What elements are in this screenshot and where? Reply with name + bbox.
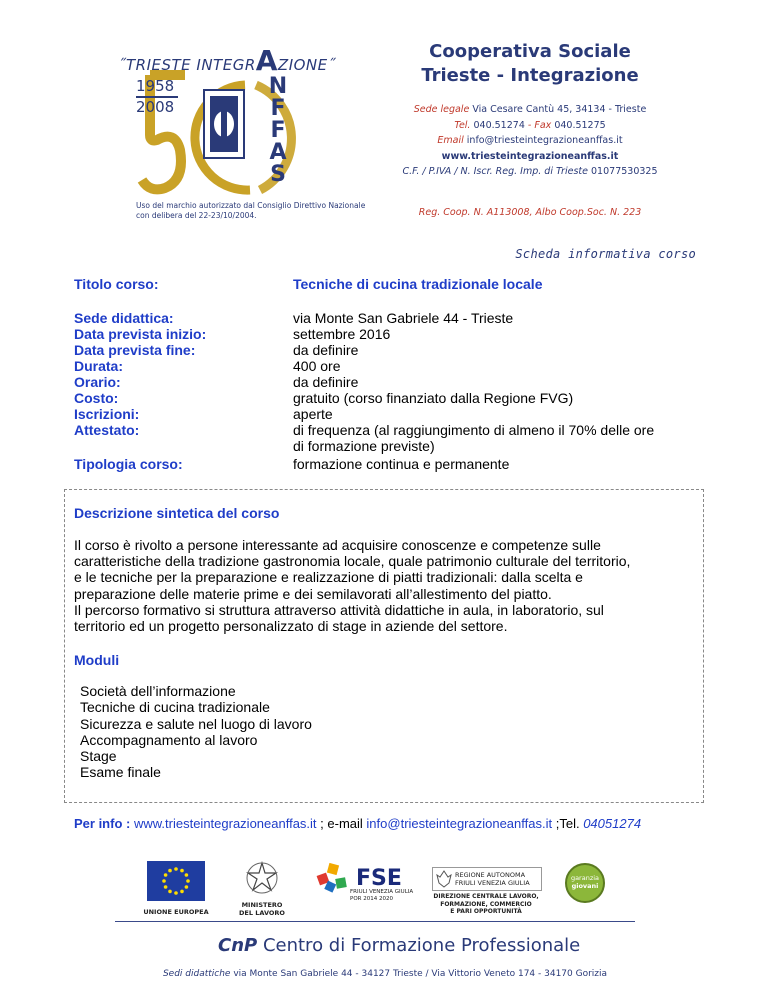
contact-email-link[interactable]: info@triesteintegrazioneanffas.it bbox=[366, 816, 553, 831]
contact-label: Per info : bbox=[74, 816, 131, 831]
module-item: Tecniche di cucina tradizionale bbox=[80, 699, 270, 716]
costo-value: gratuito (corso finanziato dalla Regione FVG) bbox=[293, 390, 574, 406]
tipologia-label: Tipologia corso: bbox=[74, 456, 183, 472]
eu-flag-icon bbox=[147, 861, 205, 901]
module-item: Esame finale bbox=[80, 764, 161, 781]
contact-line: Per info : www.triesteintegrazioneanffas.it ; e-mail info@triesteintegrazioneanffas.it ;Tel. 04051274 bbox=[74, 816, 642, 831]
scheda-label: Scheda informativa corso bbox=[515, 247, 696, 261]
logo-years: 1958 2008 bbox=[136, 78, 178, 116]
cfp-title: CnP Centro di Formazione Professionale bbox=[218, 935, 581, 956]
orario-value: da definire bbox=[293, 374, 359, 390]
description-line: Il percorso formativo si struttura attraverso attività didattiche in aula, in laboratorio, sul bbox=[74, 601, 604, 618]
module-item: Sicurezza e salute nel luogo di lavoro bbox=[80, 715, 312, 732]
sede-label: Sede didattica: bbox=[74, 310, 174, 326]
description-line: e le tecniche per la preparazione e realizzazione di piatti tradizionali: dalla scelta e bbox=[74, 569, 583, 586]
module-item: Stage bbox=[80, 748, 117, 765]
ministero-label: MINISTERO DEL LAVORO bbox=[239, 901, 285, 917]
description-text bbox=[74, 537, 696, 634]
description-line: territorio ed un progetto personalizzato di stage in aziende del settore. bbox=[74, 618, 508, 635]
fse-sub: FRIULI VENEZIA GIULIA POR 2014 2020 bbox=[350, 889, 414, 902]
eu-stars-icon bbox=[147, 861, 205, 901]
inizio-value: settembre 2016 bbox=[293, 326, 391, 342]
contact-phone: 04051274 bbox=[583, 816, 642, 831]
attestato-value-2: di formazione previste) bbox=[293, 438, 435, 454]
italian-emblem-icon bbox=[245, 861, 279, 902]
coop-registration: Reg. Coop. N. A113008, Albo Coop.Soc. N. 223 bbox=[418, 207, 642, 218]
attestato-label: Attestato: bbox=[74, 422, 140, 438]
header-email-link[interactable]: info@triesteintegrazioneanffas.it bbox=[466, 135, 623, 146]
module-item: Accompagnamento al lavoro bbox=[80, 731, 258, 748]
iscrizioni-value: aperte bbox=[293, 406, 333, 422]
coop-info: Sede legale Via Cesare Cantù 45, 34134 - Trieste Tel. 040.51274 - Fax 040.51275 Email info@triesteintegrazioneanffas.it www.triesteintegrazioneanffas.it C.F. / P.IVA / N. Iscr. Reg. Imp. di Trieste 01077530325 bbox=[370, 102, 690, 180]
header-website-link[interactable]: www.triesteintegrazioneanffas.it bbox=[441, 150, 619, 162]
logo-note: Uso del marchio autorizzato dal Consiglio Direttivo Nazionale con delibera del 22-23/10/2004. bbox=[136, 201, 366, 220]
footer-divider bbox=[115, 921, 635, 922]
cfp-logo: CnP bbox=[218, 935, 258, 956]
ue-label: UNIONE EUROPEA bbox=[143, 908, 209, 916]
iscrizioni-label: Iscrizioni: bbox=[74, 406, 140, 422]
direzione-label: DIREZIONE CENTRALE LAVORO, FORMAZIONE, COMMERCIO E PARI OPPORTUNITÀ bbox=[433, 893, 539, 915]
sede-value: via Monte San Gabriele 44 - Trieste bbox=[293, 310, 514, 326]
fine-label: Data prevista fine: bbox=[74, 342, 196, 358]
fse-label: FSE bbox=[356, 866, 402, 891]
durata-label: Durata: bbox=[74, 358, 124, 374]
description-line: preparazione delle materie prime e dei semilavorati all’allestimento del piatto. bbox=[74, 585, 552, 602]
description-line: caratteristiche della tradizione gastronomia locale, quale patrimonio culturale del territorio, bbox=[74, 553, 631, 570]
durata-value: 400 ore bbox=[293, 358, 341, 374]
logo-title: ˝TRIESTE INTEGRAZIONE˝ bbox=[118, 44, 336, 77]
title-label: Titolo corso: bbox=[74, 276, 159, 292]
garanzia-giovani-logo: garanzia giovani bbox=[563, 861, 607, 912]
coop-name: Cooperativa Sociale Trieste - Integrazione bbox=[421, 41, 639, 86]
description-line: Il corso è rivolto a persone interessante ad acquisire conoscenze e competenze sulle bbox=[74, 537, 601, 553]
description-heading: Descrizione sintetica del corso bbox=[74, 505, 280, 521]
regione-logo: REGIONE AUTONOMA FRIULI VENEZIA GIULIA bbox=[432, 867, 542, 891]
orario-label: Orario: bbox=[74, 374, 121, 390]
sedi-didattiche: Sedi didattiche via Monte San Gabriele 44 - 34127 Trieste / Via Vittorio Veneto 174 - 34170 Gorizia bbox=[162, 969, 608, 979]
attestato-value-1: di frequenza (al raggiungimento di almeno il 70% delle ore bbox=[293, 422, 655, 438]
fine-value: da definire bbox=[293, 342, 359, 358]
modules-list bbox=[80, 683, 312, 781]
costo-label: Costo: bbox=[74, 390, 119, 406]
anffas-letters: N F F A S bbox=[268, 74, 288, 187]
title-value: Tecniche di cucina tradizionale locale bbox=[293, 276, 543, 292]
tipologia-value: formazione continua e permanente bbox=[293, 456, 510, 472]
modules-heading: Moduli bbox=[74, 652, 120, 668]
contact-website-link[interactable]: www.triesteintegrazioneanffas.it bbox=[133, 816, 317, 831]
inizio-label: Data prevista inizio: bbox=[74, 326, 207, 342]
module-item: Società dell’informazione bbox=[80, 683, 236, 699]
regione-eagle-icon bbox=[436, 869, 452, 889]
